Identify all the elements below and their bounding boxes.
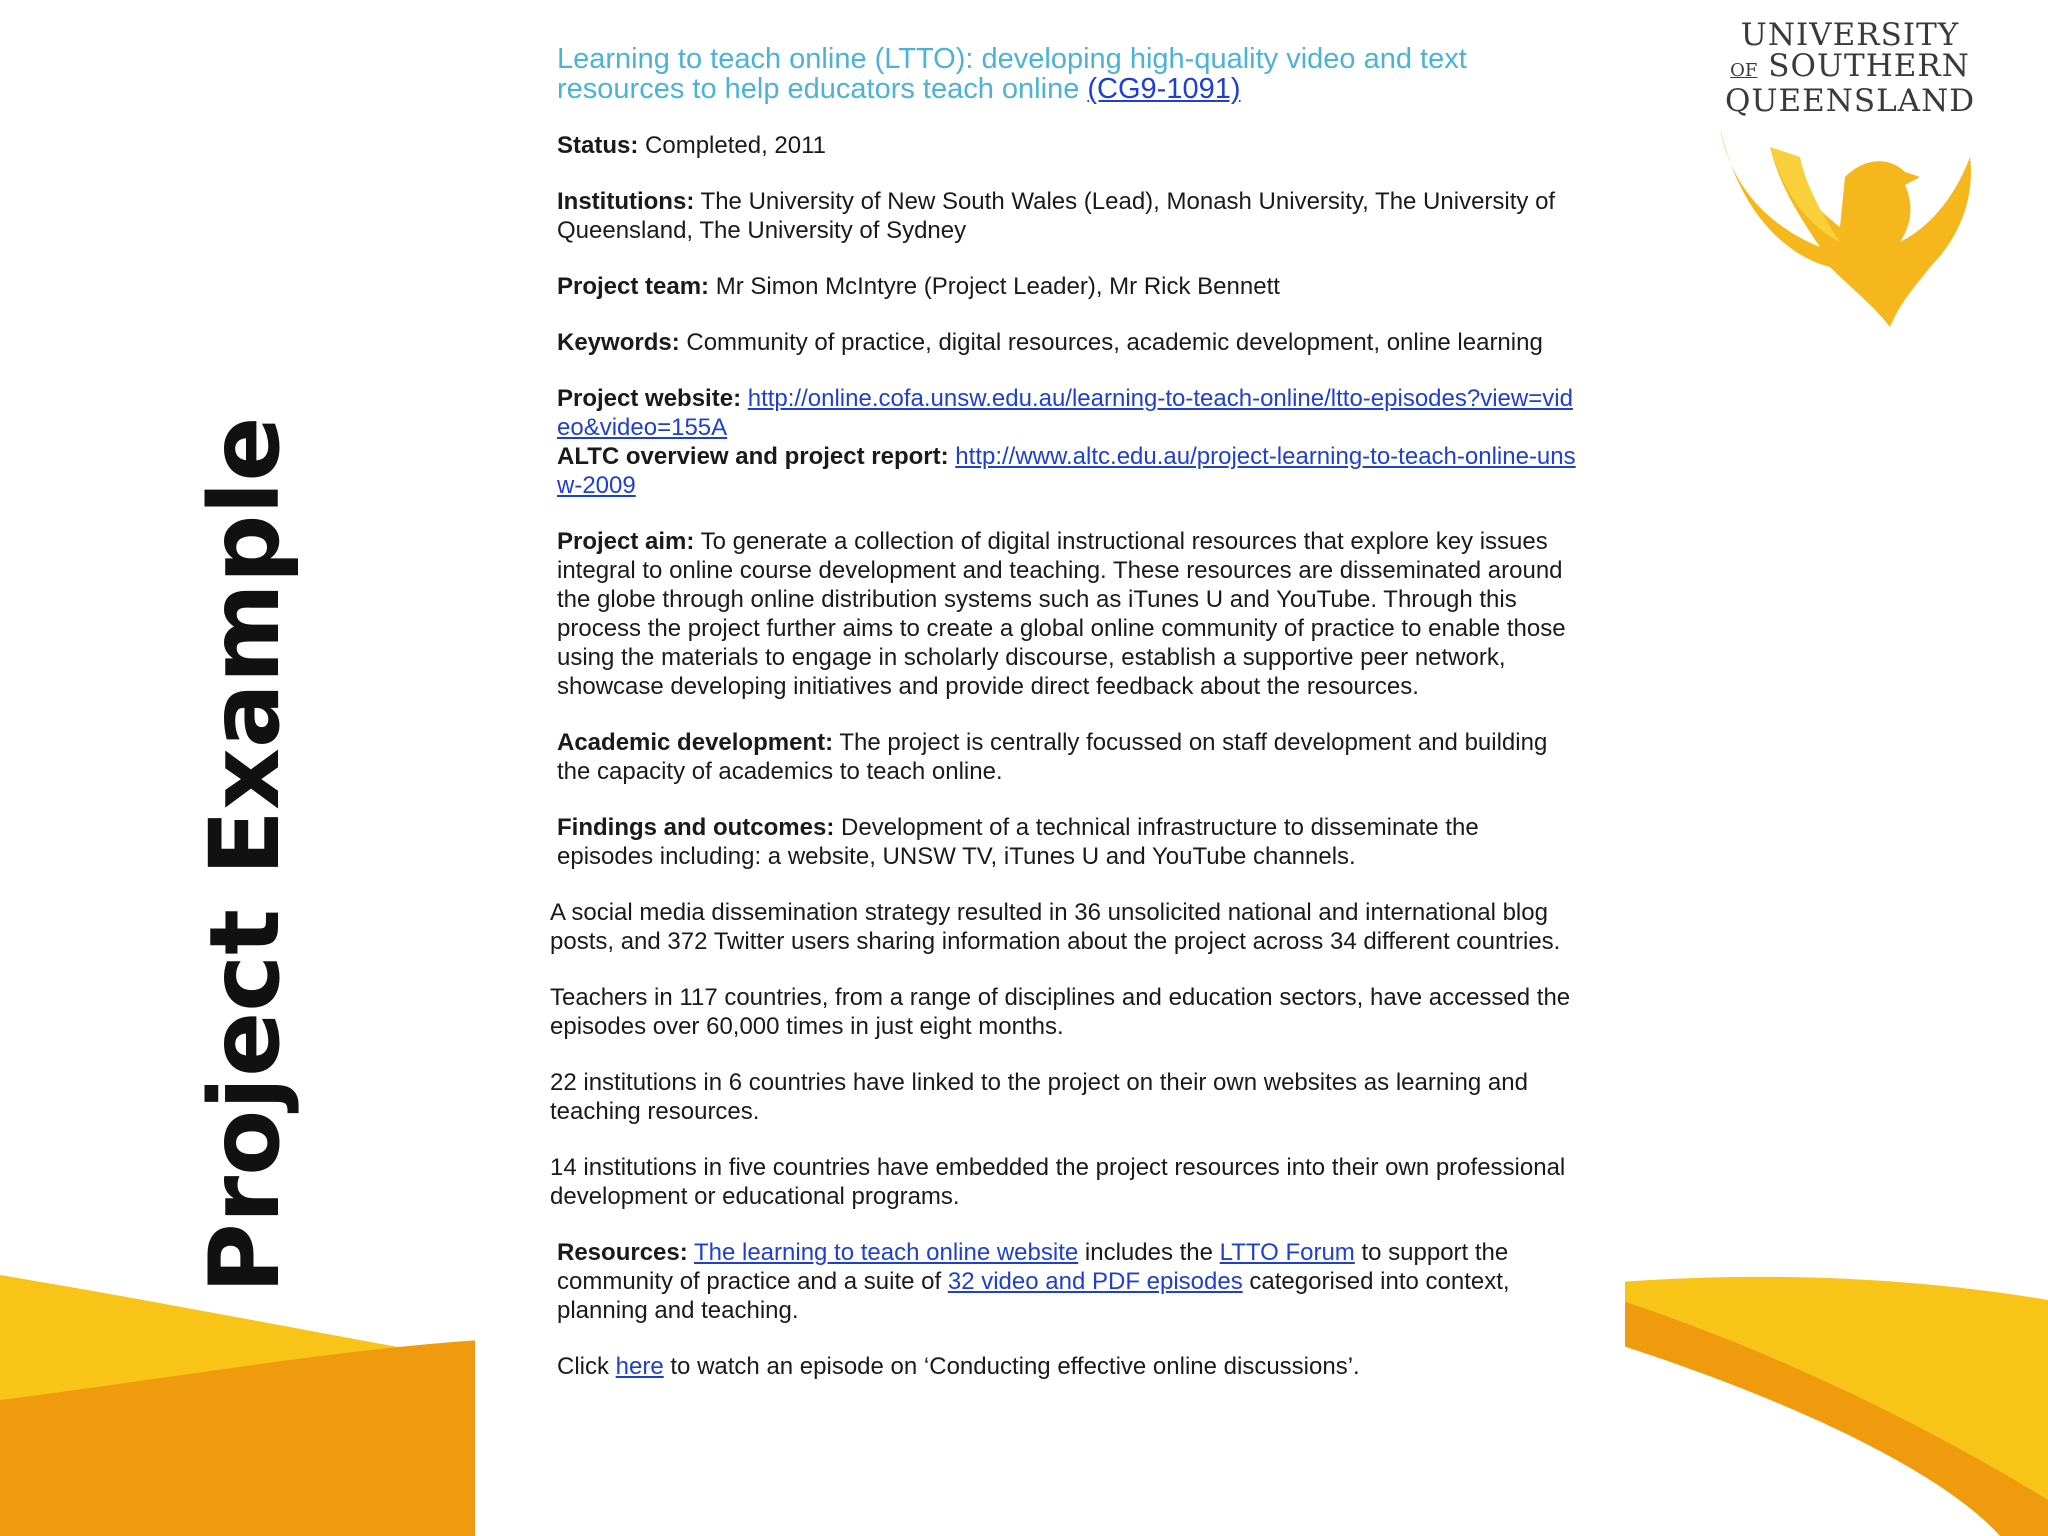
keywords-line: Keywords: Community of practice, digital resources, academic development, online learning bbox=[557, 329, 1543, 356]
logo-line3: QUEENSLAND bbox=[1724, 83, 1976, 119]
social-media-paragraph: A social media dissemination strategy resulted in 36 unsolicited national and international blog posts, and 372 Twitter users sharing information about the project across 34 different countries. bbox=[550, 899, 1561, 955]
logo-line1: UNIVERSITY bbox=[1740, 17, 1960, 53]
phoenix-icon bbox=[1700, 117, 2000, 327]
teachers-paragraph: Teachers in 117 countries, from a range of disciplines and education sectors, have accessed the episodes over 60,000 times in just eight months. bbox=[550, 984, 1571, 1040]
episodes-link[interactable]: 32 video and PDF episodes bbox=[947, 1268, 1243, 1295]
academic-development-paragraph: Academic development: The project is centrally focussed on staff development and building the capacity of academics to teach online. bbox=[557, 729, 1548, 785]
altc-report-link[interactable]: http://www.altc.edu.au/project-learning-to-teach-online-unsw-2009 bbox=[557, 443, 1576, 499]
document-page bbox=[475, 0, 1625, 1536]
document-title: Learning to teach online (LTTO): developing high-quality video and text resources to help educators teach online (CG9-1091) bbox=[557, 43, 1467, 105]
click-here-line: Click here to watch an episode on ‘Conducting effective online discussions’. bbox=[557, 1353, 1360, 1380]
slide-title: Project Example bbox=[189, 416, 301, 1294]
project-website-link[interactable]: http://online.cofa.unsw.edu.au/learning-to-teach-online/ltto-episodes?view=video&video=155A bbox=[557, 385, 1573, 441]
findings-paragraph: Findings and outcomes: Development of a technical infrastructure to disseminate the episodes including: a website, UNSW TV, iTunes U and YouTube channels. bbox=[557, 814, 1479, 870]
ltto-website-link[interactable]: The learning to teach online website bbox=[693, 1239, 1079, 1266]
here-link[interactable]: here bbox=[615, 1353, 664, 1380]
document-body bbox=[550, 43, 1577, 1408]
resources-paragraph: Resources: The learning to teach online website includes the LTTO Forum to support the community of practice and a suite of 32 video and PDF episodes categorised into context, planning and teaching. bbox=[557, 1239, 1510, 1324]
logo-line2: SOUTHERN bbox=[1768, 48, 1970, 84]
project-aim-paragraph: Project aim: To generate a collection of digital instructional resources that explore key issues integral to online course development and teaching. These resources are disseminated around the globe through online distribution systems such as iTunes U and YouTube. Through this process the project further aims to create a global online community of practice to enable those using the materials to engage in scholarly discourse, establish a supportive peer network, showcase developing initiatives and provide direct feedback about the resources. bbox=[557, 528, 1566, 700]
logo-of: OF bbox=[1730, 60, 1758, 81]
institutions-linked-paragraph: 22 institutions in 6 countries have linked to the project on their own websites as learning and teaching resources. bbox=[550, 1069, 1528, 1125]
project-code-link[interactable]: (CG9-1091) bbox=[1087, 73, 1241, 105]
institutions-line: Institutions: The University of New South Wales (Lead), Monash University, The University of Queensland, The University of Sydney bbox=[557, 188, 1556, 244]
project-website-line: Project website: http://online.cofa.unsw.edu.au/learning-to-teach-online/ltto-episodes?view=video&video=155A bbox=[557, 385, 1573, 441]
altc-line: ALTC overview and project report: http://www.altc.edu.au/project-learning-to-teach-online-unsw-2009 bbox=[557, 443, 1576, 499]
university-logo bbox=[1700, 17, 2000, 320]
project-team-line: Project team: Mr Simon McIntyre (Project Leader), Mr Rick Bennett bbox=[557, 273, 1280, 300]
institutions-embedded-paragraph: 14 institutions in five countries have embedded the project resources into their own professional development or educational programs. bbox=[550, 1154, 1566, 1210]
status-line: Status: Completed, 2011 bbox=[557, 132, 827, 159]
ltto-forum-link[interactable]: LTTO Forum bbox=[1219, 1239, 1355, 1266]
